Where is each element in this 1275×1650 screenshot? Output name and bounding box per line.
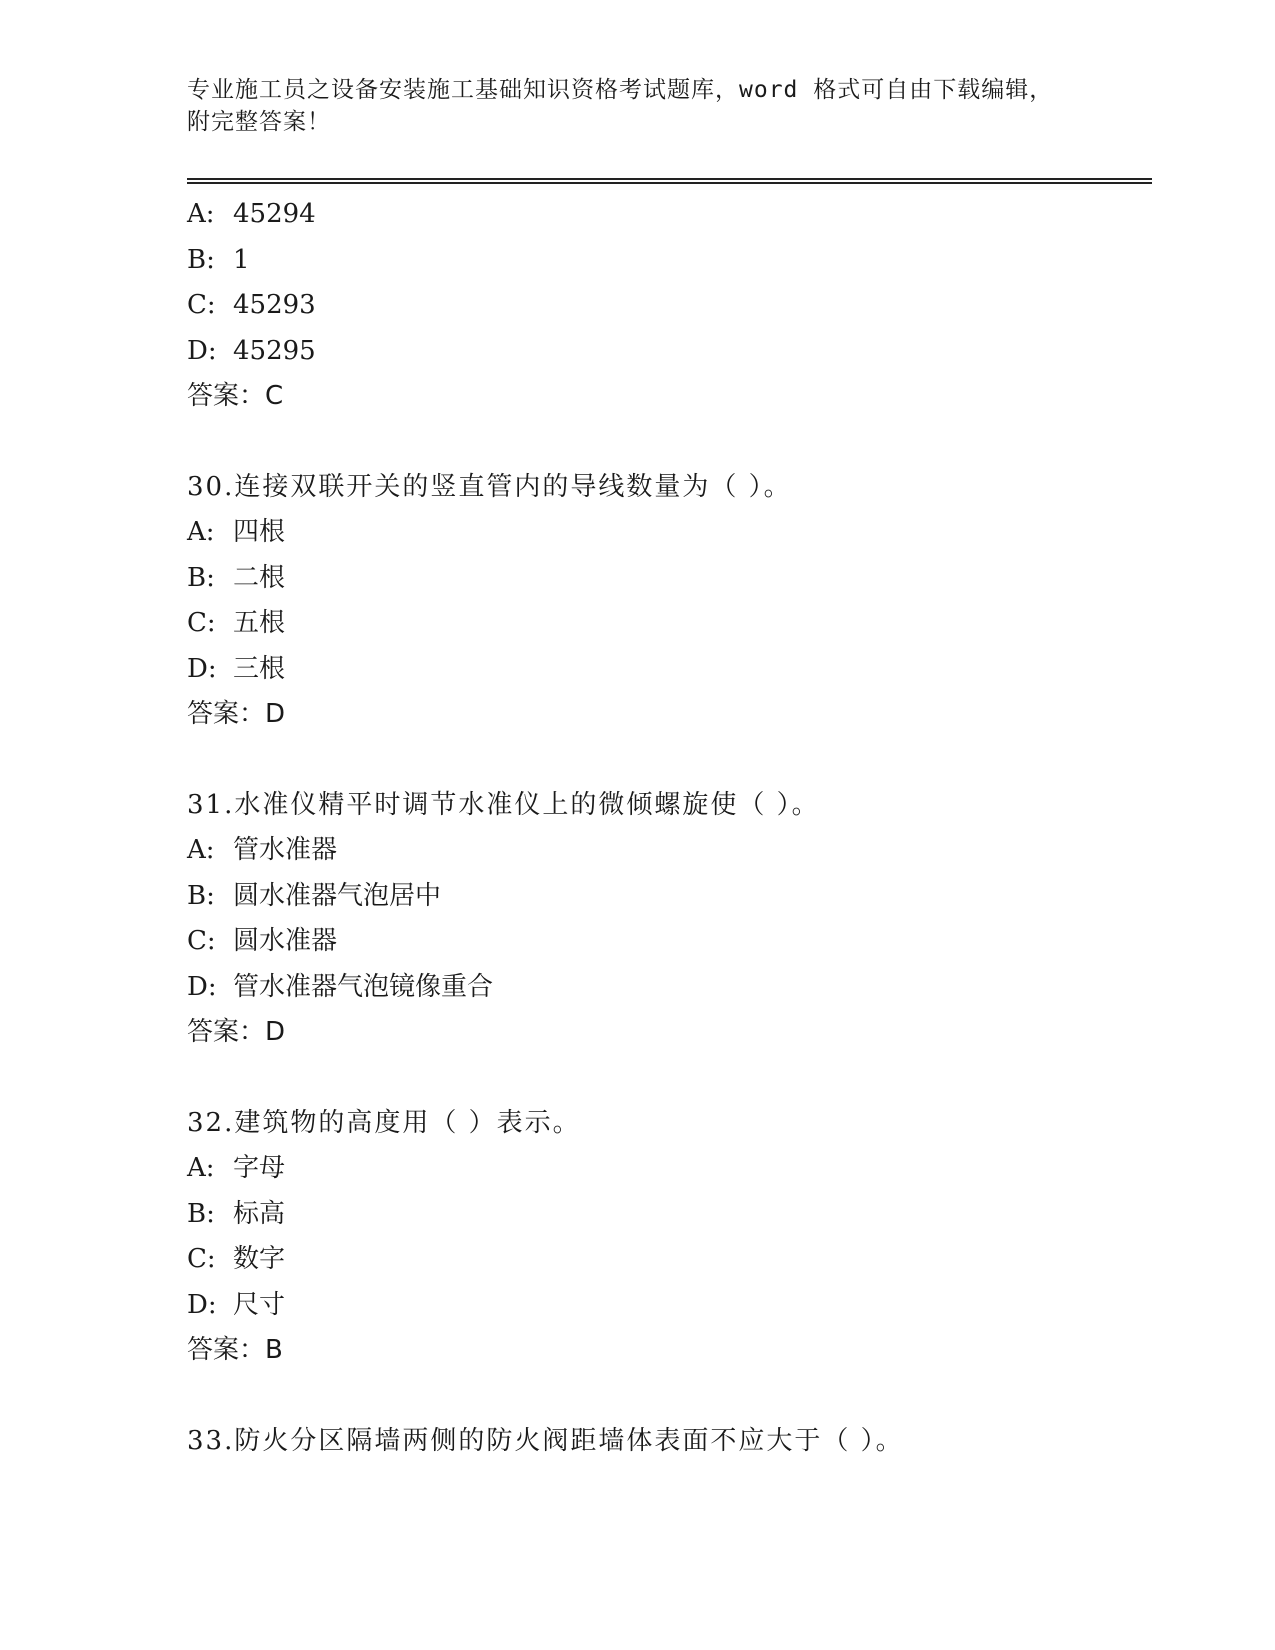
- answer-line: 答案：D: [187, 699, 286, 729]
- header-divider: [187, 178, 1152, 184]
- answer-line: 答案：C: [187, 381, 284, 411]
- option-d: D: 45295: [187, 335, 316, 366]
- option-b: B: 圆水准器气泡居中: [187, 880, 442, 911]
- option-d: D: 三根: [187, 653, 286, 684]
- option-a: A: 45294: [187, 199, 316, 229]
- question-block: [187, 1101, 1152, 1374]
- option-c: C: 五根: [187, 608, 286, 638]
- question-text: 32.建筑物的高度用（ ）表示。: [187, 1107, 581, 1138]
- option-b: B: 二根: [187, 562, 286, 593]
- question-block: [187, 1419, 1152, 1465]
- question-block: [187, 783, 1152, 1056]
- document-header: [187, 74, 1087, 138]
- option-a: A: 字母: [187, 1153, 286, 1183]
- answer-line: 答案：D: [187, 1017, 286, 1047]
- option-a: A: 四根: [187, 517, 286, 547]
- question-text: 33.防火分区隔墙两侧的防火阀距墙体表面不应大于（ ）。: [187, 1425, 904, 1456]
- header-line-1: 专业施工员之设备安装施工基础知识资格考试题库，word 格式可自由下载编辑，: [187, 77, 1054, 103]
- option-b: B: 1: [187, 244, 250, 275]
- option-b: B: 标高: [187, 1198, 286, 1229]
- option-c: C: 圆水准器: [187, 926, 338, 956]
- answer-line: 答案：B: [187, 1335, 283, 1365]
- question-block: [187, 465, 1152, 738]
- option-c: C: 45293: [187, 290, 316, 320]
- question-text: 30.连接双联开关的竖直管内的导线数量为（ ）。: [187, 471, 792, 502]
- question-text: 31.水准仪精平时调节水准仪上的微倾螺旋使（ ）。: [187, 789, 820, 820]
- option-d: D: 管水准器气泡镜像重合: [187, 971, 494, 1002]
- header-line-2: 附完整答案！: [187, 109, 331, 135]
- question-block: [187, 192, 1152, 420]
- option-c: C: 数字: [187, 1244, 286, 1274]
- option-a: A: 管水准器: [187, 835, 338, 865]
- option-d: D: 尺寸: [187, 1289, 286, 1320]
- question-list: [187, 192, 1152, 1464]
